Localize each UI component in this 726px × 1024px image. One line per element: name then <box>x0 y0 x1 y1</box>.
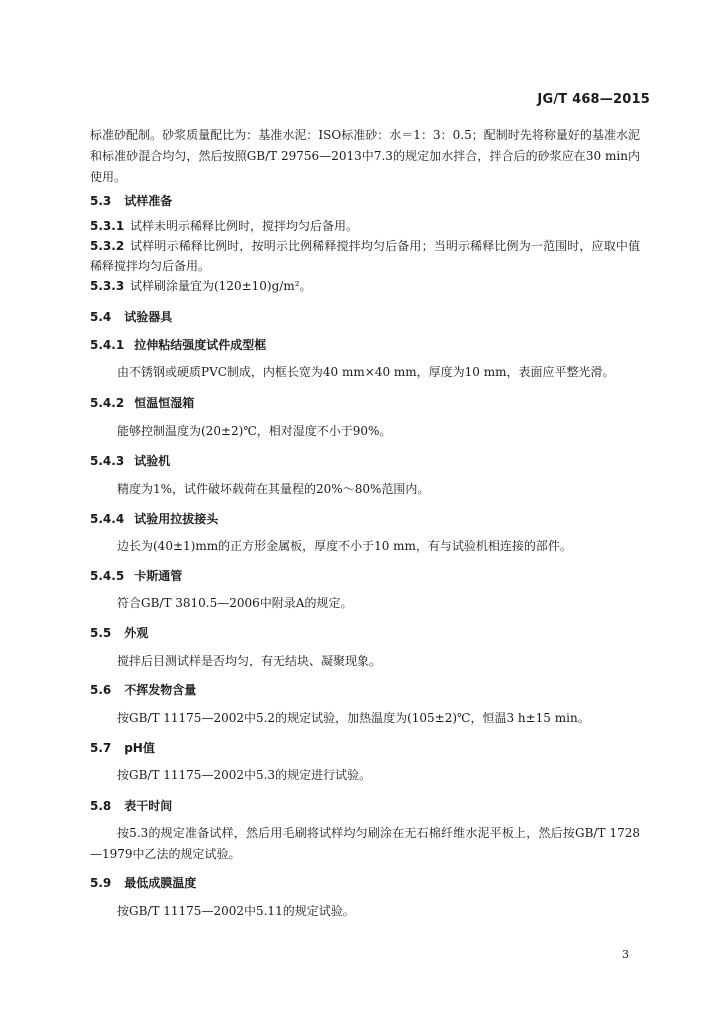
section-number: 5.7 <box>90 741 112 755</box>
section-5-4-2-heading <box>90 394 194 411</box>
clause-5-3-3 <box>90 276 640 296</box>
section-5-4-5-heading <box>90 567 182 584</box>
section-title: 试验器具 <box>124 310 173 324</box>
section-number: 5.3 <box>90 194 112 208</box>
section-title: 表干时间 <box>124 799 173 813</box>
section-title: 试验机 <box>134 454 171 468</box>
section-5-3-heading <box>90 192 172 209</box>
section-5-7-heading <box>90 739 155 756</box>
section-5-4-4-text: 边长为(40±1)mm的正方形金属板，厚度不小于10 mm，有与试验机相连接的部件。 <box>117 539 572 553</box>
clause-number: 5.3.3 <box>90 279 125 293</box>
document-code: JG/T 468—2015 <box>537 92 650 107</box>
section-title: 最低成膜温度 <box>124 876 197 890</box>
section-title: 拉伸粘结强度试件成型框 <box>134 338 267 352</box>
clause-text: 试样刷涂量宜为(120±10)g/m²。 <box>130 279 312 293</box>
clause-number: 5.3.1 <box>90 219 125 233</box>
section-number: 5.4.4 <box>90 512 125 526</box>
section-number: 5.4.3 <box>90 454 125 468</box>
section-5-4-5-text: 符合GB/T 3810.5—2006中附录A的规定。 <box>117 596 353 610</box>
section-number: 5.8 <box>90 799 112 813</box>
section-5-7-text: 按GB/T 11175—2002中5.3的规定进行试验。 <box>117 768 372 782</box>
section-5-6-heading <box>90 681 196 698</box>
section-number: 5.4 <box>90 310 112 324</box>
clause-number: 5.3.2 <box>90 239 125 253</box>
section-number: 5.4.2 <box>90 396 125 410</box>
section-5-4-heading <box>90 308 172 325</box>
section-title: 外观 <box>124 626 149 640</box>
section-5-5-heading <box>90 624 148 641</box>
section-5-6-text: 按GB/T 11175—2002中5.2的规定试验，加热温度为(105±2)℃，恒温3 h±15 min。 <box>117 711 590 725</box>
clause-text: 试样明示稀释比例时，按明示比例稀释搅拌均匀后备用；当明示稀释比例为一范围时，应取中值稀释搅拌均匀后备用。 <box>90 239 640 273</box>
intro-paragraph: 标准砂配制。砂浆质量配比为：基准水泥：ISO标准砂：水＝1：3：0.5；配制时先将称量好的基准水泥和标准砂混合均匀，然后按照GB/T 29756—2013中7.3的规定加水拌合，拌合后的砂浆应在30 min内使用。 <box>90 128 640 184</box>
section-title: pH值 <box>124 741 155 755</box>
clause-5-3-2 <box>90 236 640 276</box>
section-5-8-text: 按5.3的规定准备试样，然后用毛刷将试样均匀刷涂在无石棉纤维水泥平板上，然后按GB/T 1728—1979中乙法的规定试验。 <box>90 826 640 861</box>
section-5-4-4-heading <box>90 510 218 527</box>
section-5-4-2-text: 能够控制温度为(20±2)℃，相对湿度不小于90%。 <box>117 424 392 438</box>
section-number: 5.9 <box>90 876 112 890</box>
section-5-4-1-heading <box>90 336 266 353</box>
section-number: 5.4.5 <box>90 569 125 583</box>
section-title: 试验用拉拔接头 <box>134 512 219 526</box>
section-title: 不挥发物含量 <box>124 683 197 697</box>
section-number: 5.5 <box>90 626 112 640</box>
section-title: 试样准备 <box>124 194 173 208</box>
section-5-4-3-heading <box>90 452 170 469</box>
page-number: 3 <box>622 948 629 961</box>
section-number: 5.6 <box>90 683 112 697</box>
section-5-9-text: 按GB/T 11175—2002中5.11的规定试验。 <box>117 904 355 918</box>
section-title: 卡斯通管 <box>134 569 183 583</box>
section-number: 5.4.1 <box>90 338 125 352</box>
clause-5-3-1 <box>90 216 640 236</box>
section-5-4-1-text: 由不锈钢或硬质PVC制成，内框长宽为40 mm×40 mm，厚度为10 mm，表面应平整光滑。 <box>117 365 615 379</box>
section-5-9-heading <box>90 874 196 891</box>
clause-text: 试样未明示稀释比例时，搅拌均匀后备用。 <box>130 219 359 233</box>
section-5-5-text: 搅拌后目测试样是否均匀，有无结块、凝聚现象。 <box>117 654 382 668</box>
section-5-4-3-text: 精度为1%，试件破坏载荷在其量程的20%～80%范围内。 <box>117 482 430 496</box>
section-title: 恒温恒湿箱 <box>134 396 195 410</box>
section-5-8-heading <box>90 797 172 814</box>
